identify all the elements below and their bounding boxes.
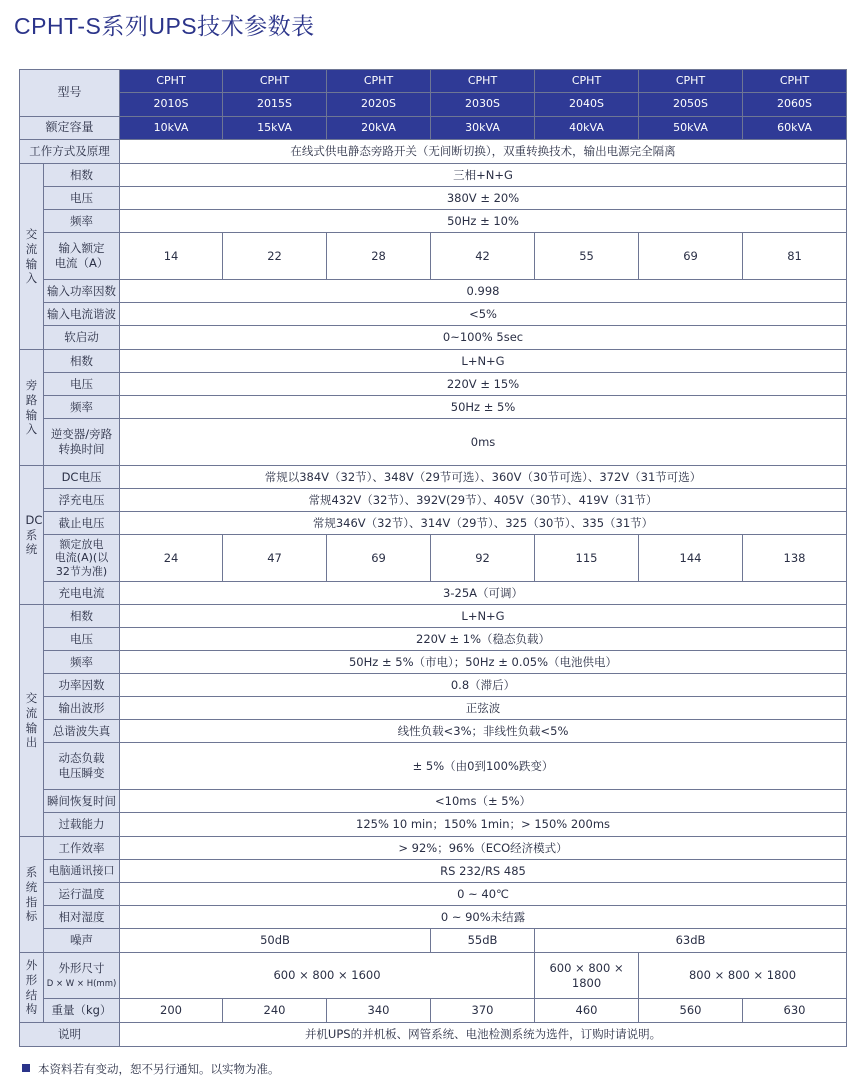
row-value: 常规346V（32节）、314V（29节）、325（30节）、335（31节） (120, 512, 847, 535)
sys-comm-row (20, 860, 847, 883)
row-label: 软启动 (44, 326, 120, 350)
row-label: 频率 (44, 396, 120, 419)
row-label: 额定放电 电流(A)(以 32节为准) (44, 535, 120, 582)
row-label: 电压 (44, 628, 120, 651)
discharge-value: 138 (743, 535, 847, 582)
current-value: 28 (327, 233, 431, 280)
row-label: 运行温度 (44, 883, 120, 906)
row-label: 逆变器/旁路 转换时间 (44, 419, 120, 466)
row-label: 截止电压 (44, 512, 120, 535)
row-value: RS 232/RS 485 (120, 860, 847, 883)
structure-weight-row (20, 999, 847, 1023)
row-value: ± 5%（由0到100%跌变） (120, 743, 847, 790)
row-value: <10ms（± 5%） (120, 790, 847, 813)
work-mode-value: 在线式供电静态旁路开关（无间断切换），双重转换技术，输出电源完全隔离 (120, 140, 847, 164)
row-label: 相数 (44, 164, 120, 187)
dims-sub-label: D × W × H(mm) (46, 979, 117, 990)
square-bullet-icon (22, 1064, 30, 1072)
section-structure: 外 形 结 构 (20, 953, 44, 1023)
row-value: L+N+G (120, 350, 847, 373)
model-series: CPHT (327, 70, 431, 93)
weight-value: 560 (639, 999, 743, 1023)
model-series: CPHT (535, 70, 639, 93)
row-value: 380V ± 20% (120, 187, 847, 210)
capacity-value: 15kVA (223, 117, 327, 140)
current-value: 69 (639, 233, 743, 280)
ac-input-current-row (20, 233, 847, 280)
dc-voltage-row (20, 466, 847, 489)
weight-value: 460 (535, 999, 639, 1023)
model-number: 2050S (639, 93, 743, 117)
row-value: 50Hz ± 5%（市电）；50Hz ± 0.05%（电池供电） (120, 651, 847, 674)
row-value: 220V ± 15% (120, 373, 847, 396)
spec-table (19, 69, 847, 1047)
current-value: 42 (431, 233, 535, 280)
ac-input-frequency-row (20, 210, 847, 233)
model-number: 2010S (120, 93, 223, 117)
capacity-value: 30kVA (431, 117, 535, 140)
capacity-value: 40kVA (535, 117, 639, 140)
capacity-value: 60kVA (743, 117, 847, 140)
row-label: 电脑通讯接口 (44, 860, 120, 883)
ac-output-waveform-row (20, 697, 847, 720)
row-value: > 92%；96%（ECO经济模式） (120, 837, 847, 860)
model-series: CPHT (431, 70, 535, 93)
row-value: 0.8（滞后） (120, 674, 847, 697)
row-value: L+N+G (120, 605, 847, 628)
model-label: 型号 (20, 70, 120, 117)
note-label: 说明 (20, 1023, 120, 1047)
capacity-value: 10kVA (120, 117, 223, 140)
row-value: 0~100% 5sec (120, 326, 847, 350)
sys-noise-row (20, 929, 847, 953)
note-row (20, 1023, 847, 1047)
current-value: 22 (223, 233, 327, 280)
section-dc: DC 系 统 (20, 466, 44, 605)
row-label: 频率 (44, 651, 120, 674)
row-label: 工作效率 (44, 837, 120, 860)
row-label: 充电电流 (44, 582, 120, 605)
capacity-value: 50kVA (639, 117, 743, 140)
row-label: 相数 (44, 350, 120, 373)
discharge-value: 24 (120, 535, 223, 582)
model-row-series (20, 70, 847, 93)
section-ac-input: 交 流 输 入 (20, 164, 44, 350)
current-value: 81 (743, 233, 847, 280)
noise-value: 63dB (535, 929, 847, 953)
row-label: 重量（kg） (44, 999, 120, 1023)
row-label: 频率 (44, 210, 120, 233)
row-value: 220V ± 1%（稳态负载） (120, 628, 847, 651)
row-label: 瞬间恢复时间 (44, 790, 120, 813)
structure-dims-row (20, 953, 847, 999)
capacity-row (20, 117, 847, 140)
model-number: 2020S (327, 93, 431, 117)
row-label: 总谐波失真 (44, 720, 120, 743)
discharge-value: 115 (535, 535, 639, 582)
model-number: 2040S (535, 93, 639, 117)
row-value: 正弦波 (120, 697, 847, 720)
section-system: 系 统 指 标 (20, 837, 44, 953)
row-value: 0 ~ 40℃ (120, 883, 847, 906)
row-label: 相对湿度 (44, 906, 120, 929)
sys-humidity-row (20, 906, 847, 929)
bypass-frequency-row (20, 396, 847, 419)
row-label: 电压 (44, 187, 120, 210)
capacity-value: 20kVA (327, 117, 431, 140)
page-title: CPHT-S系列UPS技术参数表 (14, 13, 315, 39)
dc-charge-row (20, 582, 847, 605)
row-value: 线性负载<3%；非线性负载<5% (120, 720, 847, 743)
section-ac-output: 交 流 输 出 (20, 605, 44, 837)
weight-value: 630 (743, 999, 847, 1023)
row-label: 浮充电压 (44, 489, 120, 512)
dc-float-row (20, 489, 847, 512)
model-series: CPHT (743, 70, 847, 93)
row-value: 0.998 (120, 280, 847, 303)
footer-note (22, 1061, 280, 1077)
note-value: 并机UPS的并机板、网管系统、电池检测系统为选件，订购时请说明。 (120, 1023, 847, 1047)
current-value: 14 (120, 233, 223, 280)
row-value: 常规以384V（32节）、348V（29节可选）、360V（30节可选）、372V（31节可选） (120, 466, 847, 489)
model-number: 2015S (223, 93, 327, 117)
work-mode-row (20, 140, 847, 164)
sys-temp-row (20, 883, 847, 906)
footer-text: 本资料若有变动，恕不另行通知。以实物为准。 (38, 1062, 280, 1076)
work-mode-label: 工作方式及原理 (20, 140, 120, 164)
row-value: 0 ~ 90%未结露 (120, 906, 847, 929)
row-label: 过载能力 (44, 813, 120, 837)
model-number: 2030S (431, 93, 535, 117)
row-value: <5% (120, 303, 847, 326)
row-label: DC电压 (44, 466, 120, 489)
row-value: 3-25A（可调） (120, 582, 847, 605)
dims-value: 800 × 800 × 1800 (639, 953, 847, 999)
row-label: 电压 (44, 373, 120, 396)
weight-value: 340 (327, 999, 431, 1023)
row-value: 0ms (120, 419, 847, 466)
ac-output-overload-row (20, 813, 847, 837)
model-series: CPHT (223, 70, 327, 93)
row-value: 125% 10 min；150% 1min；> 150% 200ms (120, 813, 847, 837)
row-label: 相数 (44, 605, 120, 628)
bypass-phase-row (20, 350, 847, 373)
row-label: 功率因数 (44, 674, 120, 697)
dc-discharge-row (20, 535, 847, 582)
row-label: 输入功率因数 (44, 280, 120, 303)
ac-input-pf-row (20, 280, 847, 303)
sys-efficiency-row (20, 837, 847, 860)
noise-value: 50dB (120, 929, 431, 953)
bypass-transfer-row (20, 419, 847, 466)
row-label: 输出波形 (44, 697, 120, 720)
noise-value: 55dB (431, 929, 535, 953)
row-value: 50Hz ± 10% (120, 210, 847, 233)
weight-value: 370 (431, 999, 535, 1023)
discharge-value: 144 (639, 535, 743, 582)
row-value: 三相+N+G (120, 164, 847, 187)
ac-input-harmonic-row (20, 303, 847, 326)
model-number: 2060S (743, 93, 847, 117)
ac-output-recovery-row (20, 790, 847, 813)
row-value: 50Hz ± 5% (120, 396, 847, 419)
bypass-voltage-row (20, 373, 847, 396)
ac-output-phase-row (20, 605, 847, 628)
row-value: 常规432V（32节）、392V(29节）、405V（30节）、419V（31节） (120, 489, 847, 512)
capacity-label: 额定容量 (20, 117, 120, 140)
current-value: 55 (535, 233, 639, 280)
ac-input-voltage-row (20, 187, 847, 210)
section-bypass: 旁 路 输 入 (20, 350, 44, 466)
row-label: 噪声 (44, 929, 120, 953)
weight-value: 200 (120, 999, 223, 1023)
ac-output-voltage-row (20, 628, 847, 651)
dc-cutoff-row (20, 512, 847, 535)
ac-output-dynamic-row (20, 743, 847, 790)
ac-output-thd-row (20, 720, 847, 743)
row-label: 输入额定 电流（A） (44, 233, 120, 280)
row-label: 输入电流谐波 (44, 303, 120, 326)
discharge-value: 47 (223, 535, 327, 582)
weight-value: 240 (223, 999, 327, 1023)
ac-input-softstart-row (20, 326, 847, 350)
discharge-value: 69 (327, 535, 431, 582)
ac-input-phase-row (20, 164, 847, 187)
row-label: 外形尺寸 D × W × H(mm) (44, 953, 120, 999)
model-row-num (20, 93, 847, 117)
model-series: CPHT (120, 70, 223, 93)
ac-output-pf-row (20, 674, 847, 697)
dims-value: 600 × 800 × 1800 (535, 953, 639, 999)
ac-output-frequency-row (20, 651, 847, 674)
discharge-value: 92 (431, 535, 535, 582)
model-series: CPHT (639, 70, 743, 93)
dims-value: 600 × 800 × 1600 (120, 953, 535, 999)
row-label: 动态负载 电压瞬变 (44, 743, 120, 790)
